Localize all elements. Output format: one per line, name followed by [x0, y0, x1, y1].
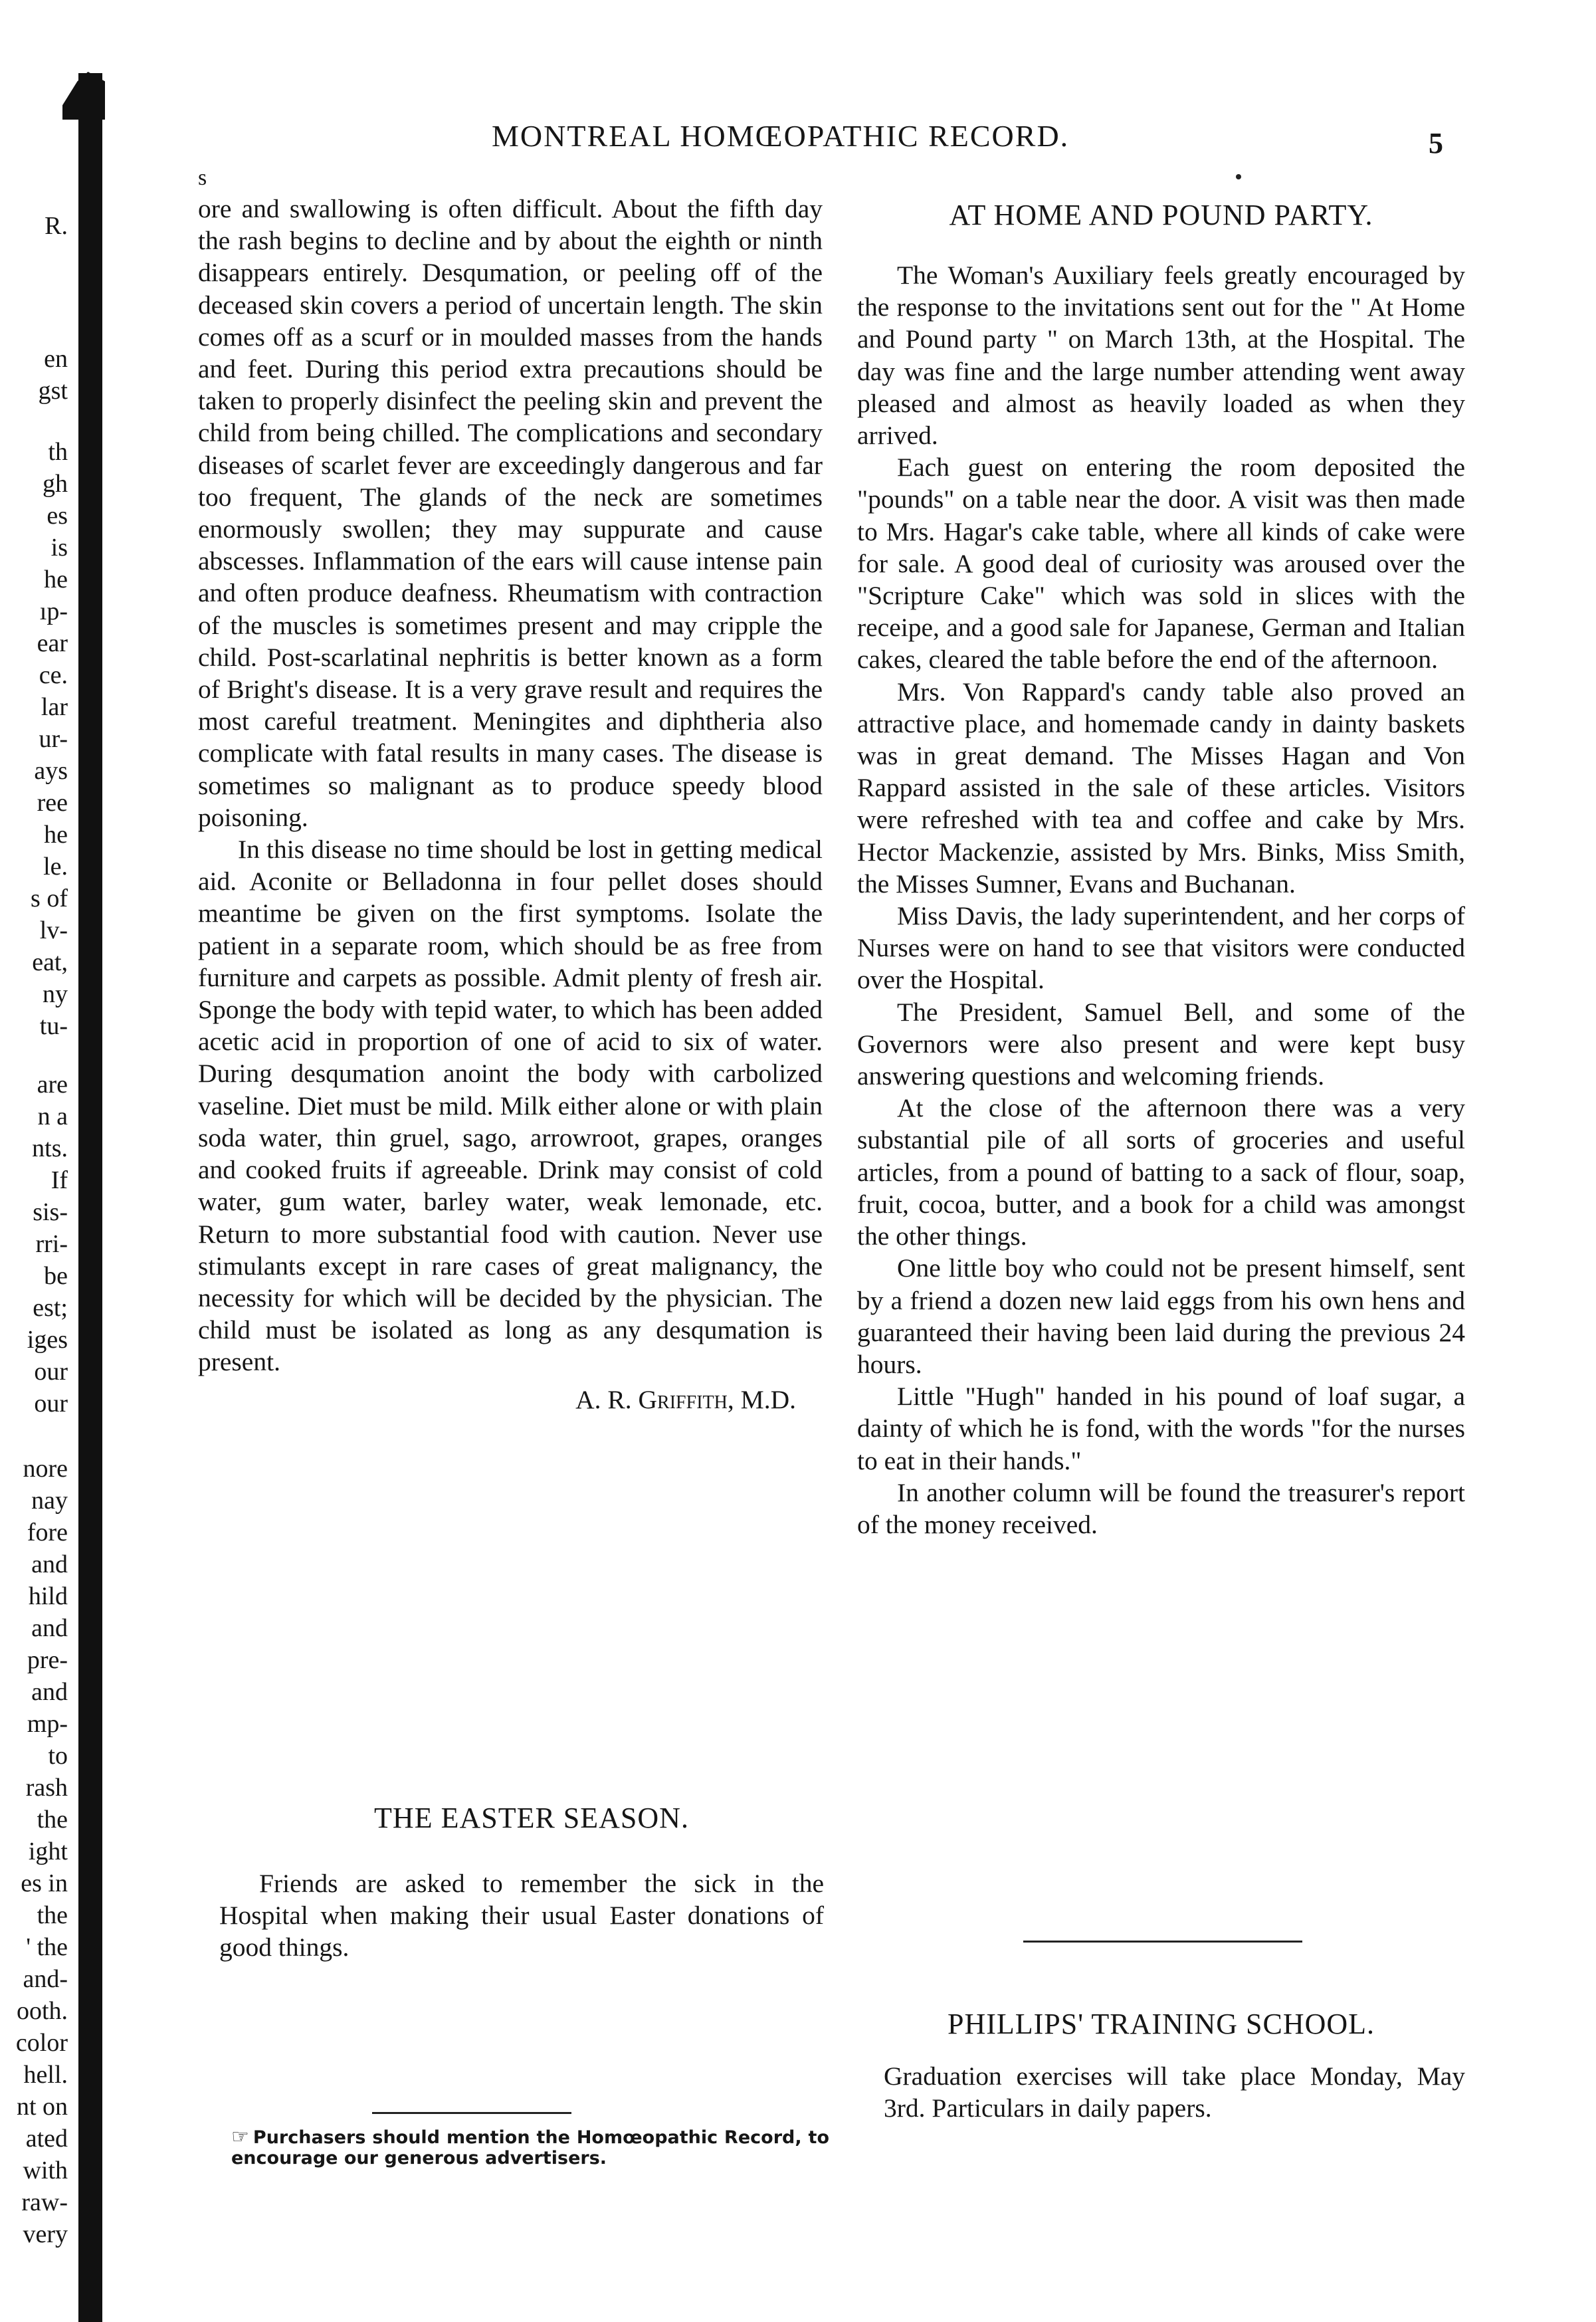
facing-page-fragment: ooth.	[16, 1997, 68, 2025]
facing-page-fragment: nt on	[16, 2093, 68, 2121]
facing-page-fragment: rri-	[35, 1230, 68, 1258]
page-binding-edge	[78, 73, 102, 2322]
phillips-body: Graduation exercises will take place Monday, May 3rd. Particulars in daily papers.	[884, 2061, 1465, 2123]
left-column	[198, 166, 823, 1416]
at-home-paragraph: One little boy who could not be present himself, sent by a friend a dozen new laid eggs from his own hens and guaranteed their having been laid during the previous 24 hours.	[857, 1253, 1465, 1379]
facing-page-fragment: and-	[23, 1965, 68, 1993]
facing-page-fragment: gst	[38, 377, 68, 405]
facing-page-fragment: hell.	[23, 2061, 68, 2089]
facing-page-fragment: sis-	[33, 1198, 68, 1226]
column-fragment: s	[198, 165, 207, 190]
facing-page-fragment: lv-	[39, 916, 68, 944]
facing-page-fragment: are	[37, 1071, 68, 1099]
facing-page-fragment: le.	[43, 853, 68, 881]
at-home-paragraph: The President, Samuel Bell, and some of the Governors were also present and were kept busy answering questions and welcoming friends.	[857, 997, 1465, 1091]
facing-page-fragment: rash	[25, 1774, 68, 1802]
easter-section	[219, 1867, 824, 1964]
facing-page-fragment: he	[44, 821, 68, 849]
facing-page-fragment: est;	[33, 1294, 68, 1322]
facing-page-fragment: ' the	[26, 1933, 68, 1961]
facing-page-fragment: the	[37, 1806, 68, 1834]
page-number: 5	[1429, 127, 1443, 159]
facing-page-fragment: s of	[31, 885, 68, 912]
facing-page-fragment: lar	[41, 693, 68, 721]
at-home-paragraph: Miss Davis, the lady superintendent, and her corps of Nurses were on hand to see that visitors were conducted over the Hospital.	[857, 901, 1465, 995]
facing-page-fragment: ree	[37, 789, 68, 817]
section-rule	[372, 2112, 571, 2114]
scarlet-fever-paragraph-2: In this disease no time should be lost in getting medical aid. Aconite or Belladonna in four pellet doses should meantime be given on the first symptoms. Isolate the patient in a separate room, which should be as free from furniture and carpets as possible. Admit plenty of fresh air. Sponge the body with tepid water, to which has been added acetic acid in proportion of one of acid to six of water. During desqumation anoint the body with carbolized vaseline. Diet must be mild. Milk either alone or with plain soda water, thin gruel, sago, arrowroot, grapes, oranges and cooked fruits if agreeable. Drink may consist of cold water, gum water, barley water, weak lemonade, etc. Return to more substantial food with caution. Never use stimulants except in rare cases of great malignancy, the necessity for which will be decided by the physician. The child must be isolated as long as any desqumation is present.	[198, 835, 823, 1377]
facing-page-fragment: the	[37, 1901, 68, 1929]
facing-page-fragment: our	[34, 1390, 68, 1418]
easter-body: Friends are asked to remember the sick in the Hospital when making their usual Easter donations of good things.	[219, 1869, 824, 1962]
phillips-heading: PHILLIPS' TRAINING SCHOOL.	[947, 2008, 1375, 2040]
section-rule	[1023, 1941, 1302, 1943]
facing-page-fragment: ated	[25, 2125, 68, 2153]
ink-dot	[1236, 174, 1241, 179]
facing-page-fragment: and	[31, 1550, 68, 1578]
at-home-heading: AT HOME AND POUND PARTY.	[949, 199, 1373, 231]
facing-page-fragment: n a	[37, 1103, 68, 1130]
facing-page-fragment: is	[50, 534, 68, 562]
facing-page-fragment: ays	[34, 757, 68, 785]
facing-page-fragment: he	[44, 566, 68, 593]
facing-page-fragment: raw-	[21, 2188, 68, 2216]
running-header: MONTREAL HOMŒOPATHIC RECORD.	[492, 119, 1070, 153]
facing-page-fragment: nore	[23, 1455, 68, 1483]
facing-page-fragment: es in	[21, 1869, 68, 1897]
facing-page-fragment: with	[23, 2157, 68, 2184]
pointing-hand-icon: ☞	[231, 2125, 249, 2149]
facing-page-fragment: ıp-	[39, 597, 68, 625]
facing-page-fragment: hild	[28, 1582, 68, 1610]
facing-page-fragment: and	[31, 1678, 68, 1706]
at-home-paragraph: The Woman's Auxiliary feels greatly encouraged by the response to the invitations sent out for the " At Home and Pound party " on March 13th, at the Hospital. The day was fine and the large number attending went away pleased and almost as heavily loaded as when they arrived.	[857, 261, 1465, 451]
phillips-section	[884, 2060, 1465, 2124]
at-home-paragraph: Each guest on entering the room deposited the "pounds" on a table near the door. A visit was then made to Mrs. Hagar's cake table, where all kinds of cake were for sale. A good deal of curiosity was aroused over the "Scripture Cake" which was sold in slices with the receipe, and a good sale for Japanese, German and Italian cakes, cleared the table before the end of the afternoon.	[857, 453, 1465, 675]
facing-page-fragment: iges	[27, 1326, 68, 1354]
advertiser-notice	[231, 2127, 829, 2168]
facing-page-fragments	[0, 0, 74, 2322]
facing-page-fragment: color	[15, 2029, 68, 2057]
facing-page-fragment: R.	[45, 212, 68, 240]
facing-page-fragment: be	[44, 1262, 68, 1290]
facing-page-fragment: ny	[43, 980, 68, 1008]
facing-page-fragment: nay	[31, 1487, 68, 1515]
facing-page-fragment: es	[47, 502, 68, 530]
facing-page-fragment: eat,	[32, 948, 68, 976]
facing-page-fragment: our	[34, 1358, 68, 1386]
facing-page-fragment: and	[31, 1614, 68, 1642]
at-home-paragraph: In another column will be found the treasurer's report of the money received.	[857, 1477, 1465, 1539]
facing-page-fragment: gh	[43, 470, 68, 498]
right-column	[857, 259, 1465, 1540]
easter-heading: THE EASTER SEASON.	[374, 1802, 689, 1834]
facing-page-fragment: tu-	[39, 1012, 68, 1040]
facing-page-fragment: nts.	[32, 1134, 68, 1162]
facing-page-fragment: ear	[37, 629, 68, 657]
scarlet-fever-paragraph-1: ore and swallowing is often difficult. About the fifth day the rash begins to decline and by about the eighth or ninth disappears entirely. Desqumation, or peeling off of the deceased skin covers a period of uncertain length. The skin comes off as a scurf or in moulded masses from the hands and feet. During this period extra precautions should be taken to properly disinfect the peeling skin and prevent the child from being chilled. The complications and secondary diseases of scarlet fever are exceedingly dangerous and far too frequent, The glands of the neck are sometimes enormously swollen; they may suppurate and cause abscesses. Inflammation of the ears will cause intense pain and often produce deafness. Rheumatism with contraction of the muscles is sometimes present and may cripple the child. Post-scarlatinal nephritis is better known as a form of Bright's disease. It is a very grave result and requires the most careful treatment. Meningites and diphtheria also complicate with fatal results in many cases. The disease is sometimes so malignant as to produce speedy blood poisoning.	[198, 194, 823, 832]
at-home-paragraph: Little "Hugh" handed in his pound of loaf sugar, a dainty of which he is fond, with the words "for the nurses to eat in their hands."	[857, 1382, 1465, 1475]
facing-page-fragment: th	[48, 438, 68, 466]
facing-page-fragment: very	[23, 2220, 68, 2248]
facing-page-fragment: ce.	[39, 661, 68, 689]
at-home-paragraph: Mrs. Von Rappard's candy table also proved an attractive place, and homemade candy in dainty baskets was in great demand. The Misses Hagan and Von Rappard assisted in the sale of these articles. Visitors were refreshed with tea and coffee and cake by Mrs. Hector Mackenzie, assisted by Mrs. Binks, Miss Smith, the Misses Sumner, Evans and Buchanan.	[857, 677, 1465, 898]
notice-text: Purchasers should mention the Homœopathic Record, to encourage our generous advertisers.	[231, 2127, 829, 2168]
facing-page-fragment: If	[50, 1166, 68, 1194]
facing-page-fragment: pre-	[27, 1646, 68, 1674]
facing-page-fragment: en	[44, 345, 68, 373]
author-signature: A. R. Griffith, M.D.	[575, 1384, 796, 1414]
facing-page-fragment: ight	[28, 1838, 68, 1865]
facing-page-fragment: ur-	[39, 725, 68, 753]
facing-page-fragment: mp-	[27, 1710, 68, 1738]
facing-page-fragment: to	[48, 1742, 68, 1770]
at-home-paragraph: At the close of the afternoon there was a very substantial pile of all sorts of groceries and useful articles, from a pound of batting to a sack of flour, soap, fruit, cocoa, butter, and a book for a child was amongst the other things.	[857, 1093, 1465, 1251]
facing-page-fragment: fore	[27, 1519, 68, 1546]
